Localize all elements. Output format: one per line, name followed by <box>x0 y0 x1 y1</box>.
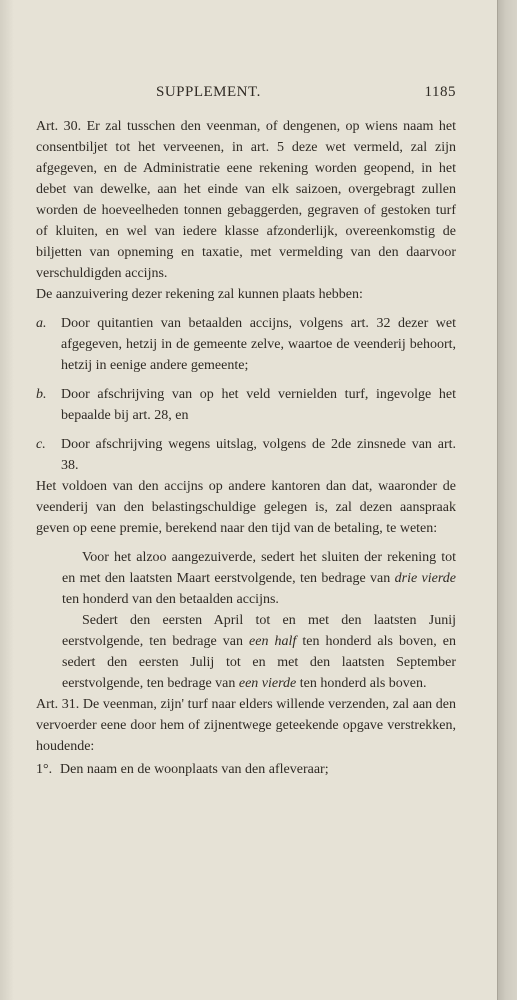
premium-text: Sedert den eersten April tot en met den laatsten Junij eerstvolgende, ten bedrage van <box>62 613 456 649</box>
premium-text: ten honderd als boven. <box>296 676 427 691</box>
list-item-text: Door afschrijving wegens uitslag, volgens de 2de zinsnede van art. 38. <box>61 437 456 473</box>
premium-text: Voor het alzoo aangezuiverde, sedert het sluiten der rekening tot en met den laatsten Maart eerstvolgende, ten bedrage van <box>62 550 456 586</box>
settlement-sentence: De aanzuivering dezer rekening zal kunnen plaats hebben: <box>36 287 363 302</box>
premium-paragraph-2 <box>62 610 456 694</box>
list-item <box>36 313 456 376</box>
page-number: 1185 <box>424 84 456 100</box>
gutter-shade <box>0 0 14 1000</box>
list-item <box>36 384 456 426</box>
premium-block <box>62 547 456 694</box>
payment-paragraph: Het voldoen van den accijns op andere kantoren dan dat, waaronder de veenderij van den belastingschuldige gelegen is, zal dezen aanspraak geven op eene premie, berekend naar den tijd van de betaling, te weten: <box>36 479 456 536</box>
page-body <box>36 116 456 780</box>
running-head: SUPPLEMENT. <box>156 84 261 100</box>
list-marker: 1°. <box>36 762 53 777</box>
premium-rate: een vierde <box>238 676 297 691</box>
premium-rate: drie vierde <box>394 571 456 586</box>
premium-paragraph-1 <box>62 547 456 610</box>
list-marker: b. <box>36 387 47 402</box>
premium-text: ten honderd als boven, en sedert den eersten Julij tot en met den laatsten September eerstvolgende, ten bedrage van <box>62 634 456 691</box>
list-marker: a. <box>36 316 47 331</box>
list-marker: c. <box>36 437 46 452</box>
article-30-intro: Art. 30. Er zal tusschen den veenman, of dengenen, op wiens naam het consentbiljet tot het verveenen, in art. 5 deze wet vermeld, zal zijn afgegeven, en de Administratie eene rekening worden geopend, in het debet van dewelke, aan het einde van elk saizoen, overgebragt zullen worden de hoeveelheden tonnen gebaggerden, gegraven of gestoken turf of kluiten, en wel van iedere klasse afzonderlijk, overeenkomstig de biljetten van opneming en taxatie, met vermelding van den daarvoor verschuldigden accijns. <box>36 119 456 281</box>
premium-rate: een half <box>249 634 297 649</box>
list-item <box>36 434 456 476</box>
article-31-intro: Art. 31. De veenman, zijn' turf naar elders willende verzenden, zal aan den vervoerder eene door hem of zijnentwege geteekende opgave verstrekken, houdende: <box>36 697 456 754</box>
premium-text: ten honderd van den betaalden accijns. <box>62 592 279 607</box>
list-item-text: Den naam en de woonplaats van den afleveraar; <box>60 762 329 777</box>
page-header <box>36 84 456 106</box>
page-edge <box>497 0 517 1000</box>
list-item <box>36 759 456 780</box>
list-item-text: Door quitantien van betaalden accijns, volgens art. 32 dezer wet afgegeven, hetzij in de gemeente zelve, waartoe de veenderij behoort, hetzij in eenige andere gemeente; <box>61 316 456 373</box>
list-item-text: Door afschrijving van op het veld vernielden turf, ingevolge het bepaalde bij art. 28, en <box>61 387 456 423</box>
